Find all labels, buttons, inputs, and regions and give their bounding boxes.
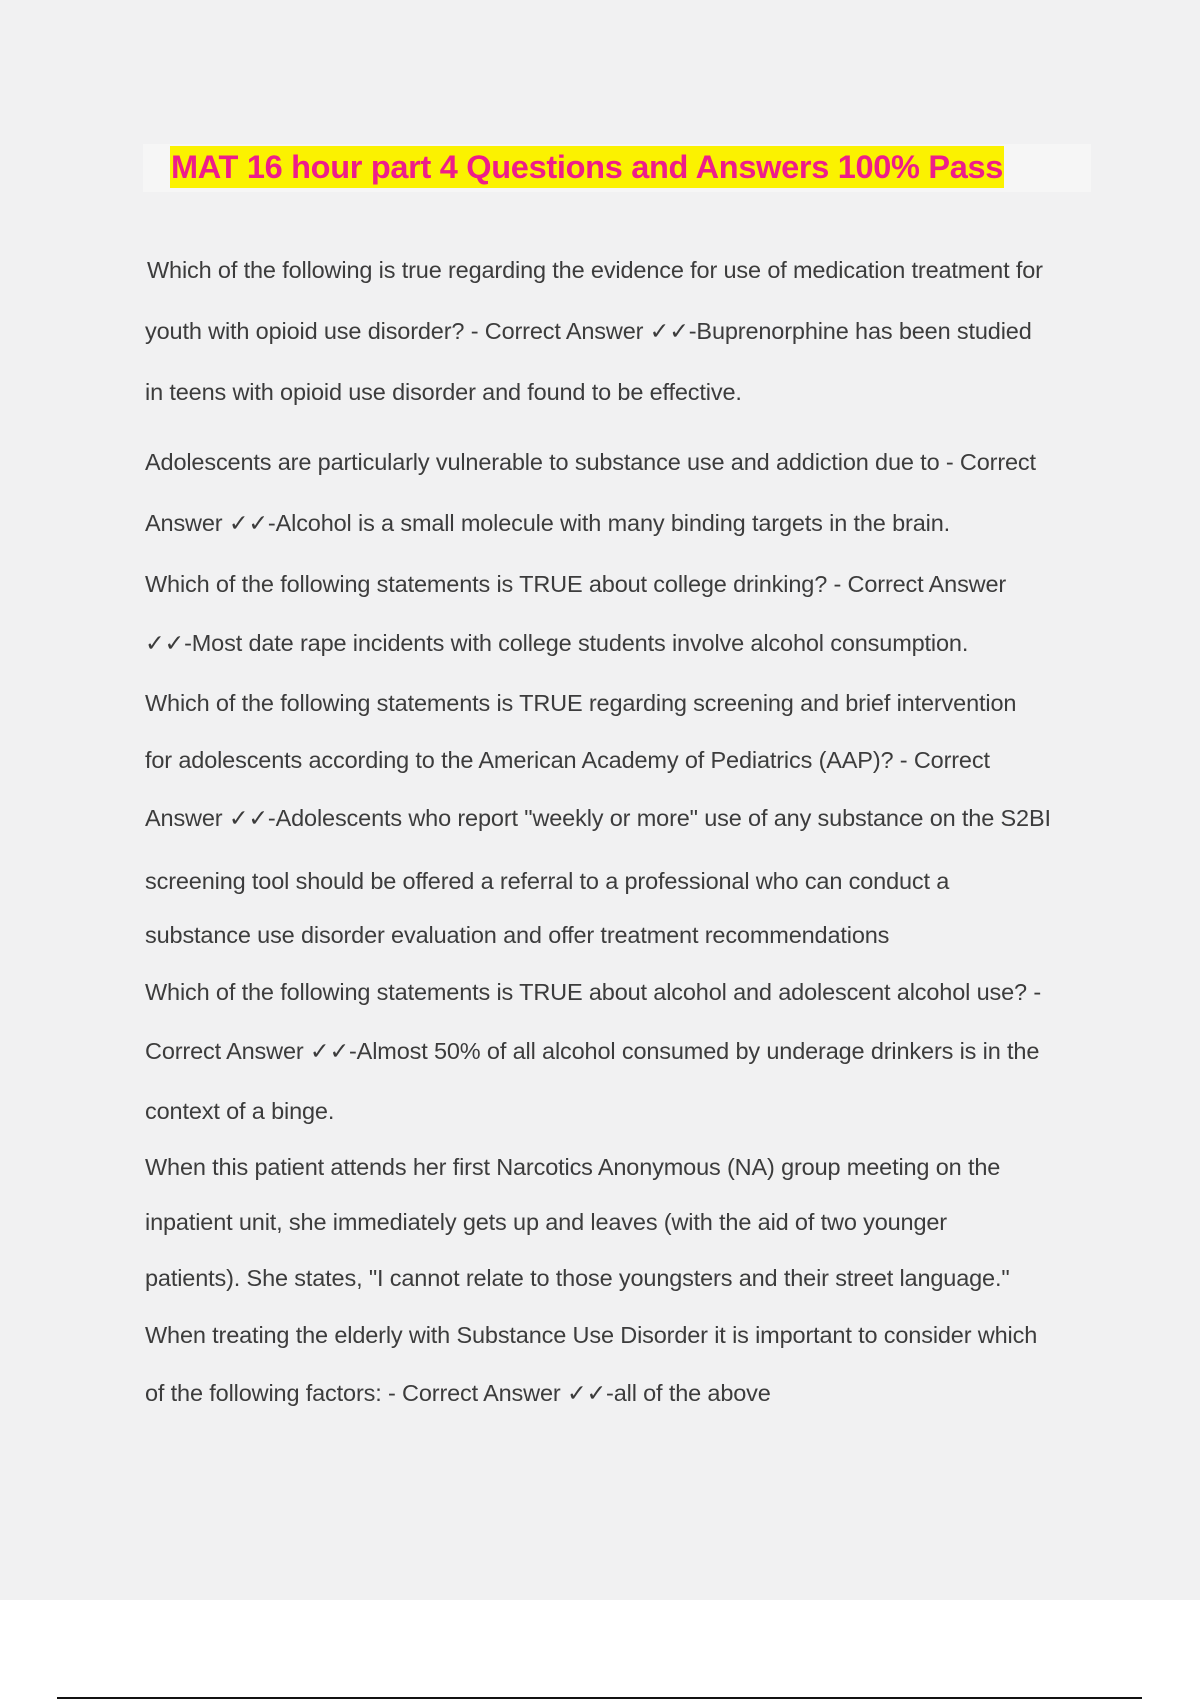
text-line: When treating the elderly with Substance Use Disorder it is important to consider which — [145, 1322, 1038, 1348]
text-line: context of a binge. — [145, 1098, 335, 1124]
text-line: Adolescents are particularly vulnerable to substance use and addiction due to - Correct — [145, 449, 1036, 475]
text-line: of the following factors: - Correct Answer ✓✓-all of the above — [145, 1380, 771, 1406]
text-line: Which of the following is true regarding the evidence for use of medication treatment for — [147, 257, 1043, 283]
text-line: in teens with opioid use disorder and found to be effective. — [145, 379, 742, 405]
text-line: inpatient unit, she immediately gets up and leaves (with the aid of two younger — [145, 1209, 947, 1235]
text-line: for adolescents according to the American Academy of Pediatrics (AAP)? - Correct — [145, 747, 990, 773]
bottom-divider — [57, 1697, 1142, 1699]
text-line: Correct Answer ✓✓-Almost 50% of all alcohol consumed by underage drinkers is in the — [145, 1038, 1040, 1064]
text-line: Which of the following statements is TRUE about alcohol and adolescent alcohol use? - — [145, 979, 1041, 1005]
document-title: MAT 16 hour part 4 Questions and Answers 100% Pass — [170, 146, 1004, 188]
text-line: screening tool should be offered a referral to a professional who can conduct a — [145, 868, 950, 894]
text-line: patients). She states, "I cannot relate to those youngsters and their street language." — [145, 1265, 1010, 1291]
text-line: youth with opioid use disorder? - Correct Answer ✓✓-Buprenorphine has been studied — [145, 318, 1032, 344]
text-line: Which of the following statements is TRUE regarding screening and brief intervention — [145, 690, 1017, 716]
text-line: Answer ✓✓-Adolescents who report "weekly or more" use of any substance on the S2BI — [145, 805, 1051, 831]
text-line: When this patient attends her first Narcotics Anonymous (NA) group meeting on the — [145, 1154, 1001, 1180]
text-line: substance use disorder evaluation and offer treatment recommendations — [145, 922, 890, 948]
text-line: ✓✓-Most date rape incidents with college students involve alcohol consumption. — [145, 630, 969, 656]
text-line: Answer ✓✓-Alcohol is a small molecule with many binding targets in the brain. — [145, 510, 950, 536]
text-line: Which of the following statements is TRUE about college drinking? - Correct Answer — [145, 571, 1007, 597]
